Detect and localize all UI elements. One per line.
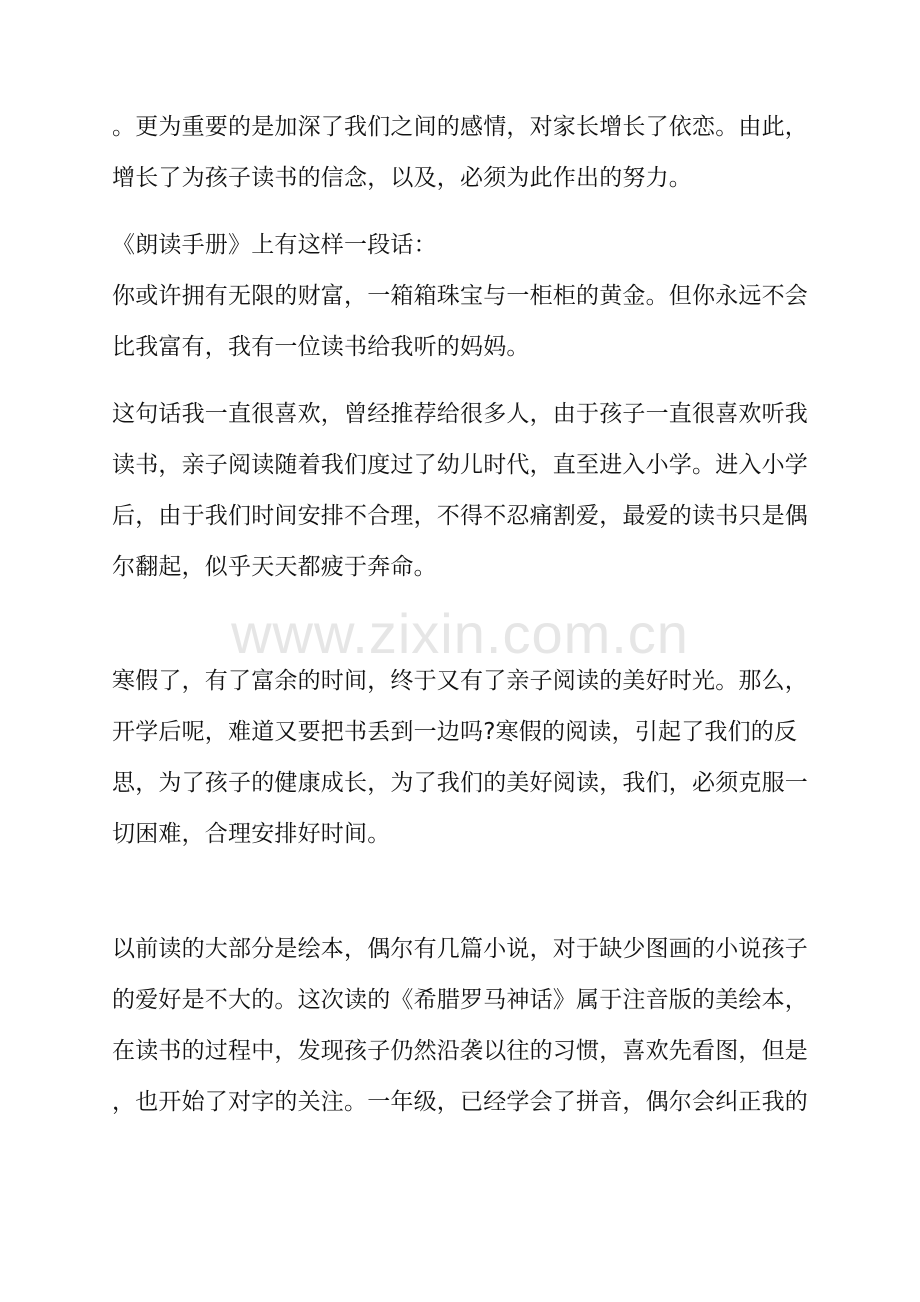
paragraph-line: 比我富有，我有一位读书给我听的妈妈。 [112, 334, 530, 360]
paragraph-line: 后，由于我们时间安排不合理，不得不忍痛割爱，最爱的读书只是偶 [112, 503, 808, 529]
paragraph-line: 这句话我一直很喜欢，曾经推荐给很多人，由于孩子一直很喜欢听我 [112, 401, 808, 427]
paragraph-line: 尔翻起，似乎天天都疲于奔命。 [112, 554, 437, 580]
paragraph-line: 以前读的大部分是绘本，偶尔有几篇小说，对于缺少图画的小说孩子 [112, 936, 808, 962]
paragraph-line: 在读书的过程中，发现孩子仍然沿袭以往的习惯，喜欢先看图，但是 [112, 1038, 808, 1064]
paragraph-line: 的爱好是不大的。这次读的《希腊罗马神话》属于注音版的美绘本， [112, 987, 808, 1013]
paragraph-line: 开学后呢，难道又要把书丢到一边吗?寒假的阅读，引起了我们的反 [112, 719, 798, 745]
paragraph-line: 寒假了，有了富余的时间，终于又有了亲子阅读的美好时光。那么， [112, 668, 808, 694]
paragraph-line: 读书，亲子阅读随着我们度过了幼儿时代，直至进入小学。进入小学 [112, 452, 808, 478]
paragraph-line: 你或许拥有无限的财富，一箱箱珠宝与一柜柜的黄金。但你永远不会 [112, 283, 808, 309]
paragraph-line: 思，为了孩子的健康成长，为了我们的美好阅读，我们，必须克服一 [112, 770, 808, 796]
watermark: www.zixin.com.cn [231, 602, 689, 665]
paragraph-line: 切困难，合理安排好时间。 [112, 821, 391, 847]
paragraph-line: 。更为重要的是加深了我们之间的感情，对家长增长了依恋。由此， [112, 114, 808, 140]
paragraph-line: 增长了为孩子读书的信念，以及，必须为此作出的努力。 [112, 165, 692, 191]
paragraph-line: 《朗读手册》上有这样一段话： [112, 232, 437, 258]
paragraph-line: ，也开始了对字的关注。一年级，已经学会了拼音，偶尔会纠正我的 [112, 1089, 808, 1115]
